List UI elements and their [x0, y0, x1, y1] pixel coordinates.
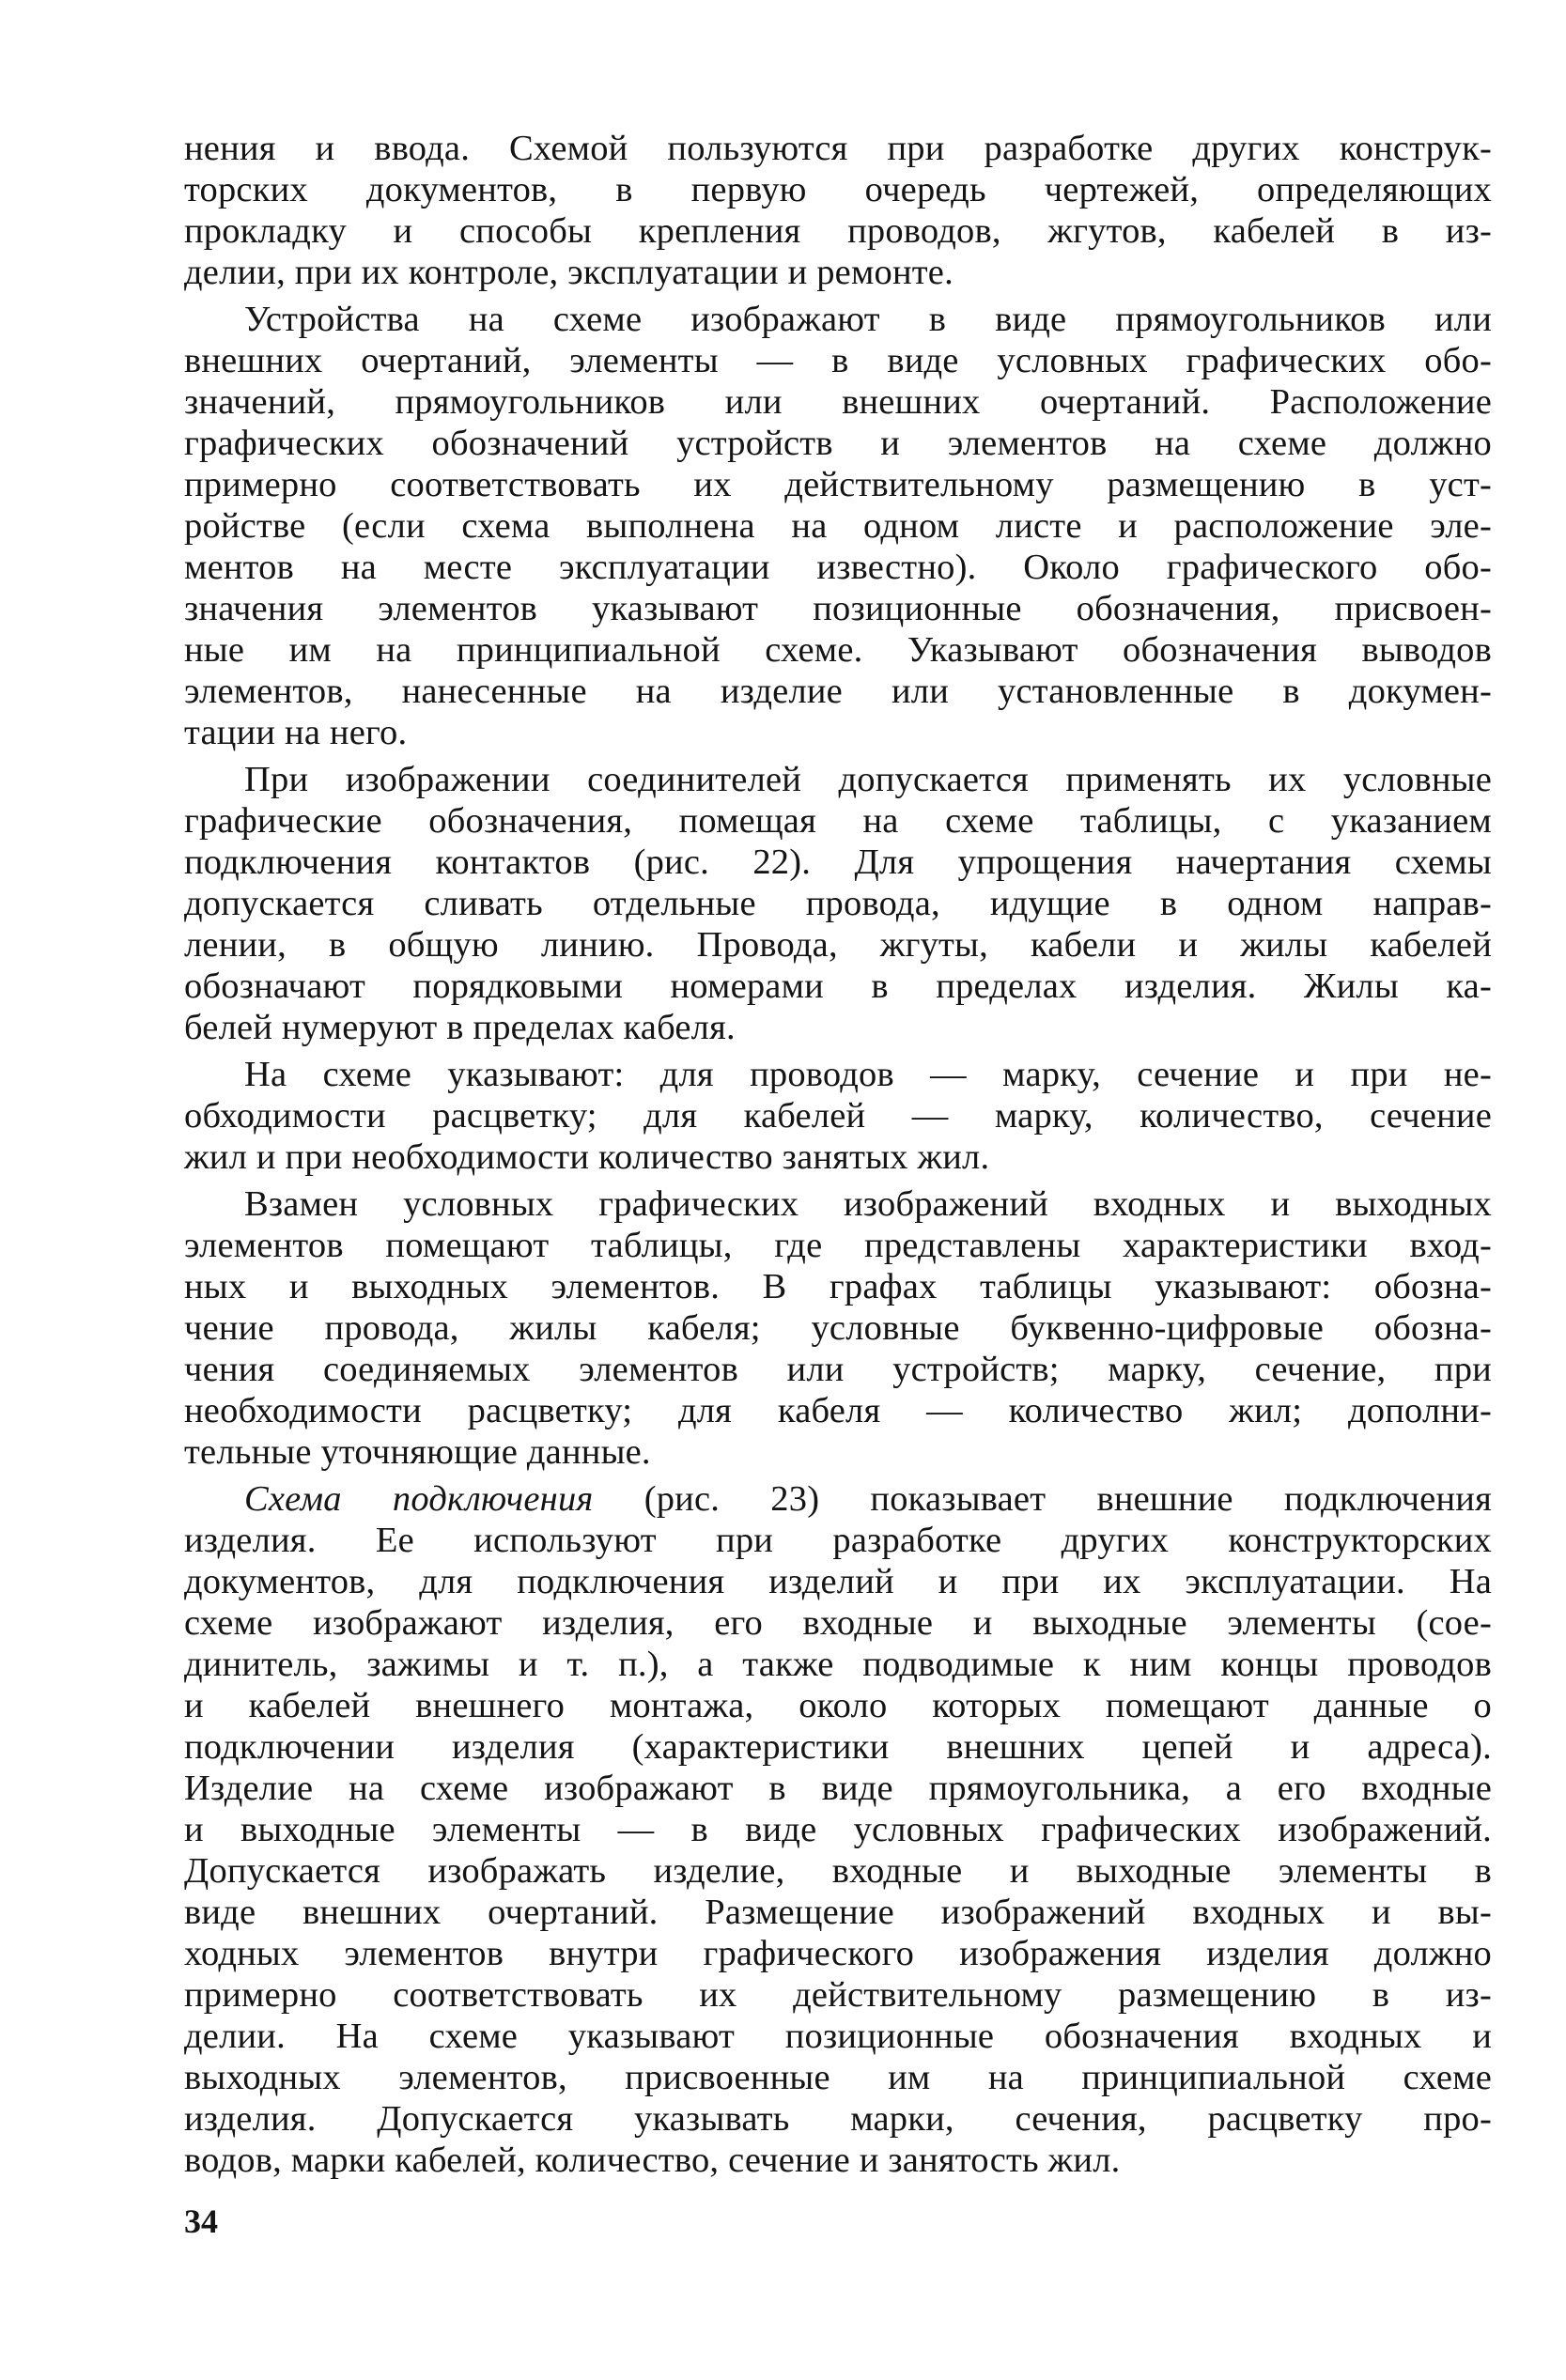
text-line: необходимости расцветку; для кабеля — количество жил; дополни- [184, 1391, 1492, 1430]
text-line: торских документов, в первую очередь чертежей, определяющих [184, 170, 1492, 209]
text-line: При изображении соединителей допускается применять их условные [244, 760, 1492, 799]
text-line: Устройства на схеме изображают в виде прямоугольников или [244, 300, 1492, 339]
text-line: делии. На схеме указывают позиционные обозначения входных и [184, 2017, 1492, 2056]
page-number: 34 [184, 2202, 218, 2240]
text-line: ментов на месте эксплуатации известно). Около графического обо- [184, 548, 1492, 587]
italic-term: Схема подключения [244, 1479, 594, 1519]
page-body [184, 128, 1492, 2187]
text-line: внешних очертаний, элементы — в виде условных графических обо- [184, 341, 1492, 380]
paragraph [184, 1183, 1492, 1473]
text-line: обходимости расцветку; для кабелей — марку, количество, сечение [184, 1096, 1492, 1136]
text-line: жил и при необходимости количество занятых жил. [184, 1137, 990, 1177]
text-line: Взамен условных графических изображений входных и выходных [244, 1184, 1492, 1224]
text-line: допускается сливать отдельные провода, идущие в одном направ- [184, 884, 1492, 923]
text-line: значения элементов указывают позиционные обозначения, присвоен- [184, 589, 1492, 628]
text-line: водов, марки кабелей, количество, сечение и занятость жил. [184, 2140, 1121, 2180]
paragraph [184, 1054, 1492, 1178]
text-line: схеме изображают изделия, его входные и выходные элементы (сое- [184, 1603, 1492, 1643]
text-line: Изделие на схеме изображают в виде прямоугольника, а его входные [184, 1769, 1492, 1808]
text-line: ройстве (если схема выполнена на одном листе и расположение эле- [184, 506, 1492, 546]
text-line: значений, прямоугольников или внешних очертаний. Расположение [184, 382, 1492, 422]
text-line: динитель, зажимы и т. п.), а также подводимые к ним концы проводов [184, 1645, 1492, 1684]
text-line: примерно соответствовать их действительному размещению в уст- [184, 465, 1492, 504]
text-line: примерно соответствовать их действительному размещению в из- [184, 1975, 1492, 2015]
text-line: Допускается изображать изделие, входные и выходные элементы в [184, 1851, 1492, 1891]
paragraph [184, 1478, 1492, 2181]
paragraph [184, 299, 1492, 753]
text-line: делии, при их контроле, эксплуатации и ремонте. [184, 253, 954, 292]
text-line: и кабелей внешнего монтажа, около которых помещают данные о [184, 1686, 1492, 1725]
text-line: графические обозначения, помещая на схеме таблицы, с указанием [184, 801, 1492, 841]
text-line: элементов, нанесенные на изделие или установленные в докумен- [184, 672, 1492, 711]
text-line: белей нумеруют в пределах кабеля. [184, 1008, 736, 1047]
text-line: изделия. Ее используют при разработке других конструкторских [184, 1521, 1492, 1560]
text-line [184, 1478, 1492, 1520]
text-line: виде внешних очертаний. Размещение изображений входных и вы- [184, 1893, 1492, 1932]
text-line: прокладку и способы крепления проводов, жгутов, кабелей в из- [184, 211, 1492, 251]
text-line: чение провода, жилы кабеля; условные буквенно-цифровые обозна- [184, 1308, 1492, 1348]
text-line: лении, в общую линию. Провода, жгуты, кабели и жилы кабелей [184, 925, 1492, 965]
text-line: обозначают порядковыми номерами в пределах изделия. Жилы ка- [184, 966, 1492, 1006]
text-line: ных и выходных элементов. В графах таблицы указывают: обозна- [184, 1267, 1492, 1306]
text-line: чения соединяемых элементов или устройств; марку, сечение, при [184, 1350, 1492, 1389]
paragraph [184, 759, 1492, 1048]
text-line: изделия. Допускается указывать марки, сечения, расцветку про- [184, 2099, 1492, 2139]
text-line: тельные уточняющие данные. [184, 1432, 651, 1472]
text-line: графических обозначений устройств и элементов на схеме должно [184, 424, 1492, 463]
text-line: элементов помещают таблицы, где представлены характеристики вход- [184, 1226, 1492, 1265]
text-line: тации на него. [184, 713, 408, 752]
text-line: ходных элементов внутри графического изображения изделия должно [184, 1934, 1492, 1973]
paragraph [184, 128, 1492, 293]
text-line: документов, для подключения изделий и при их эксплуатации. На [184, 1562, 1492, 1601]
text-line: нения и ввода. Схемой пользуются при разработке других конструк- [184, 129, 1492, 168]
text-line: и выходные элементы — в виде условных графических изображений. [184, 1810, 1492, 1849]
text-line: подключения контактов (рис. 22). Для упрощения начертания схемы [184, 842, 1492, 882]
text-line: ные им на принципиальной схеме. Указывают обозначения выводов [184, 630, 1492, 670]
text-line: выходных элементов, присвоенные им на принципиальной схеме [184, 2058, 1492, 2097]
text-line: подключении изделия (характеристики внешних цепей и адреса). [184, 1727, 1492, 1767]
text-line: На схеме указывают: для проводов — марку, сечение и при не- [244, 1055, 1492, 1094]
text-span: (рис. 23) показывает внешние подключения [593, 1479, 1492, 1519]
